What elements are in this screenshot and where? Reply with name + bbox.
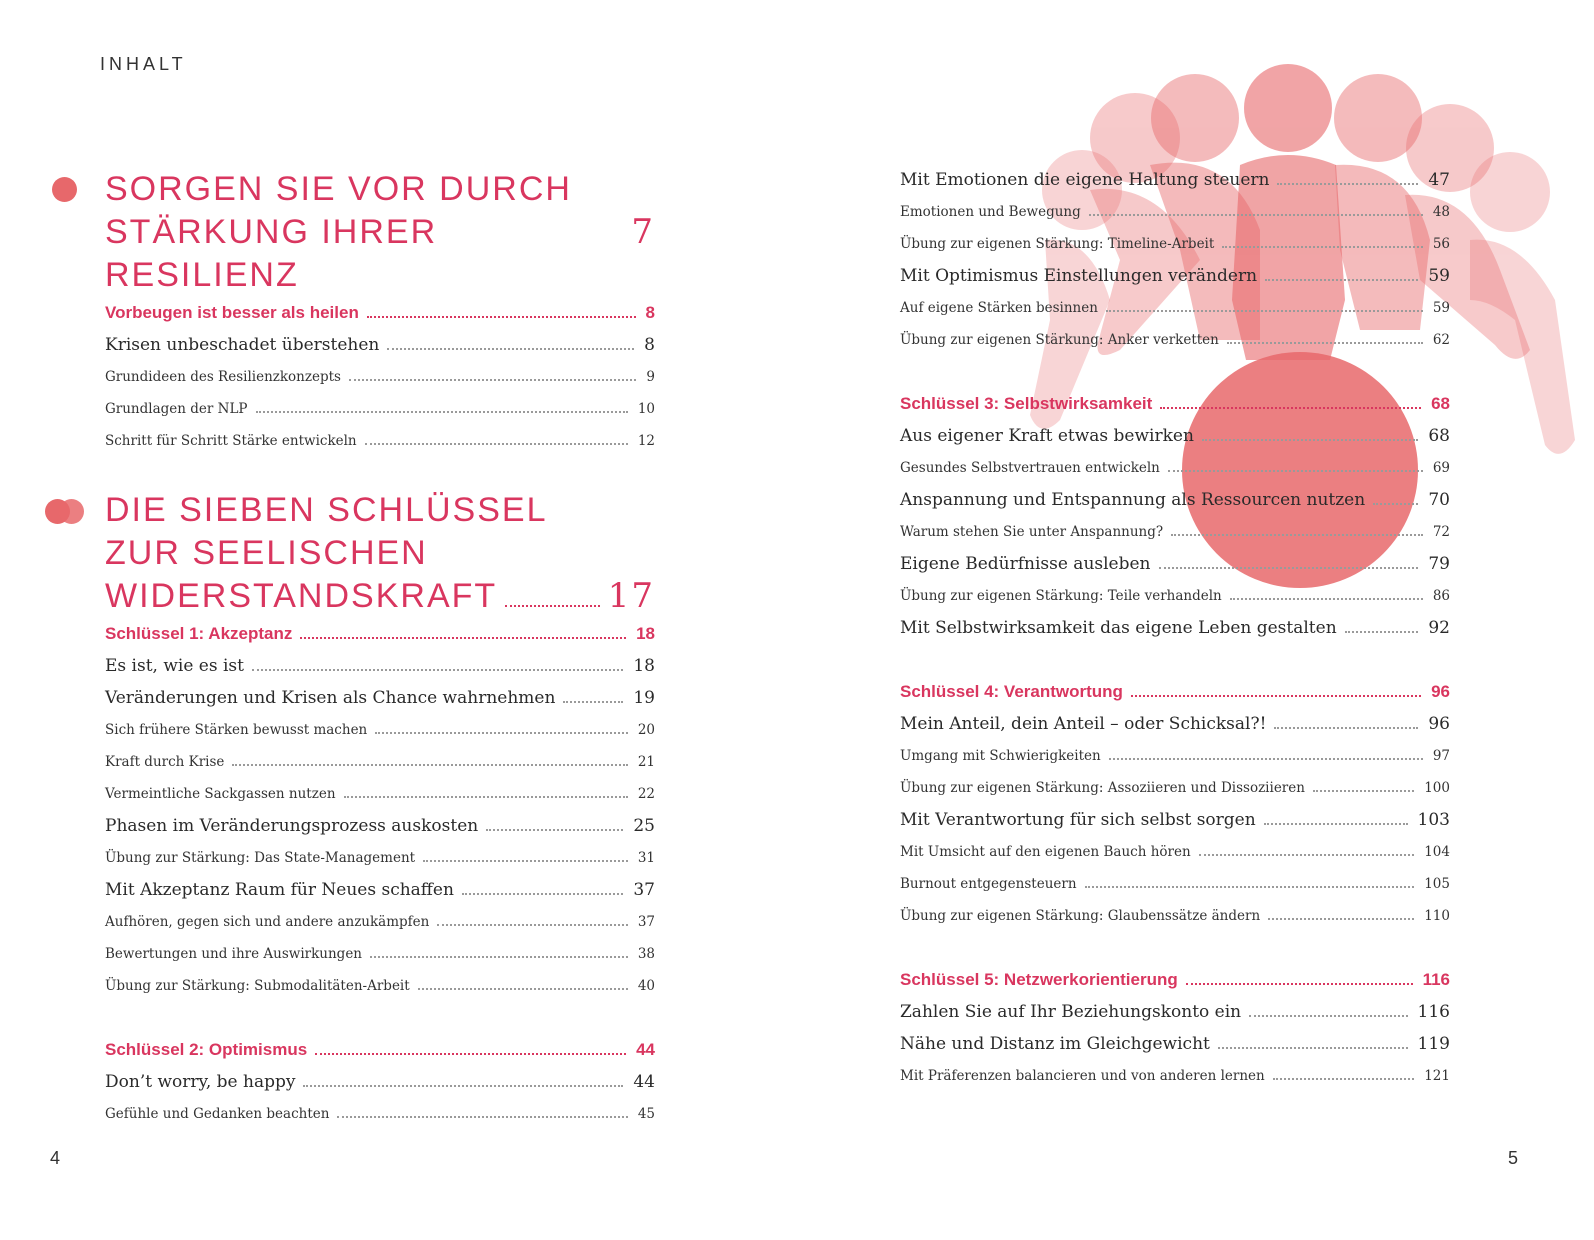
toc-entry-page: 97 xyxy=(1432,748,1450,764)
toc-entry-label: Umgang mit Schwierigkeiten xyxy=(900,748,1101,764)
toc-entry-page: 69 xyxy=(1432,460,1450,476)
toc-chapter-entry[interactable] xyxy=(900,964,1450,996)
leader-dots xyxy=(337,1116,627,1118)
toc-entry[interactable] xyxy=(105,393,655,425)
toc-entry-label: Übung zur eigenen Stärkung: Assoziieren und Dissoziieren xyxy=(900,780,1305,796)
toc-entry[interactable] xyxy=(105,874,655,906)
toc-entry[interactable] xyxy=(105,682,655,714)
toc-entry[interactable] xyxy=(900,804,1450,836)
leader-dots xyxy=(563,701,623,703)
toc-entry-label: Mit Emotionen die eigene Haltung steuern xyxy=(900,170,1270,190)
toc-entry-label: Kraft durch Krise xyxy=(105,754,225,770)
toc-entry[interactable] xyxy=(900,260,1450,292)
toc-entry-page: 37 xyxy=(633,880,655,900)
toc-entry-label: Mit Selbstwirksamkeit das eigene Leben gestalten xyxy=(900,618,1337,638)
toc-entry-page: 20 xyxy=(637,722,655,738)
toc-entry-page: 68 xyxy=(1428,426,1450,446)
toc-entry-page: 8 xyxy=(644,335,655,355)
leader-dots xyxy=(303,1085,623,1087)
toc-entry-label: Mein Anteil, dein Anteil – oder Schicksal?! xyxy=(900,714,1267,734)
toc-entry-page: 25 xyxy=(633,816,655,836)
toc-entry-page: 59 xyxy=(1432,300,1450,316)
toc-entry-page: 103 xyxy=(1417,810,1450,830)
leader-dots xyxy=(462,893,623,895)
leader-dots xyxy=(1249,1015,1407,1017)
toc-entry-label: Schritt für Schritt Stärke entwickeln xyxy=(105,433,357,449)
toc-entry[interactable] xyxy=(900,1028,1450,1060)
toc-right-column xyxy=(900,164,1450,1092)
page-number-left: 4 xyxy=(50,1148,61,1168)
leader-dots xyxy=(1268,918,1414,920)
leader-dots xyxy=(1345,631,1419,633)
leader-dots xyxy=(1085,886,1415,888)
part-title-line: WIDERSTANDSKRAFT xyxy=(105,577,498,615)
leader-dots xyxy=(1265,279,1418,281)
toc-entry[interactable] xyxy=(105,810,655,842)
part-title-last-line[interactable] xyxy=(105,211,655,297)
toc-entry-page: 121 xyxy=(1424,1068,1450,1084)
leader-dots xyxy=(1186,983,1413,985)
toc-entry-page: 38 xyxy=(637,946,655,962)
toc-entry-page: 70 xyxy=(1428,490,1450,510)
part-page-number: 7 xyxy=(631,212,655,252)
toc-entry-label: Mit Umsicht auf den eigenen Bauch hören xyxy=(900,844,1191,860)
toc-entry[interactable] xyxy=(900,516,1450,548)
toc-entry-label: Zahlen Sie auf Ihr Beziehungskonto ein xyxy=(900,1002,1242,1022)
part-title-line: DIE SIEBEN SCHLÜSSEL xyxy=(105,491,548,529)
toc-entry-label: Grundideen des Resilienzkonzepts xyxy=(105,369,341,385)
part-1 xyxy=(105,168,655,457)
section-gap xyxy=(900,644,1450,676)
toc-entry[interactable] xyxy=(900,996,1450,1028)
part-title-last-line[interactable] xyxy=(105,575,655,618)
leader-dots xyxy=(423,860,628,862)
toc-entry-label: Grundlagen der NLP xyxy=(105,401,248,417)
leader-dots xyxy=(252,669,623,671)
toc-entry-label: Schlüssel 4: Verantwortung xyxy=(900,682,1123,701)
toc-chapter-entry[interactable] xyxy=(900,676,1450,708)
leader-dots xyxy=(1274,727,1418,729)
toc-entry-label: Vorbeugen ist besser als heilen xyxy=(105,303,359,322)
toc-entry-label: Sich frühere Stärken bewusst machen xyxy=(105,722,368,738)
toc-entry[interactable] xyxy=(900,324,1450,356)
leader-dots xyxy=(387,348,634,350)
leader-dots xyxy=(232,764,627,766)
toc-entry-page: 56 xyxy=(1432,236,1450,252)
leader-dots xyxy=(365,443,628,445)
toc-entry-page: 96 xyxy=(1431,682,1450,701)
leader-dots xyxy=(505,605,600,607)
toc-entry-label: Bewertungen und ihre Auswirkungen xyxy=(105,946,363,962)
toc-entry-label: Schlüssel 2: Optimismus xyxy=(105,1040,308,1059)
toc-entry-page: 45 xyxy=(637,1106,655,1122)
toc-entry-page: 31 xyxy=(637,850,655,866)
part-2 xyxy=(105,489,655,1130)
leader-dots xyxy=(1171,534,1423,536)
leader-dots xyxy=(1089,214,1423,216)
toc-entry-page: 12 xyxy=(637,433,655,449)
toc-entry-page: 119 xyxy=(1417,1034,1450,1054)
toc-entry-label: Übung zur eigenen Stärkung: Glaubenssätze ändern xyxy=(900,908,1261,924)
leader-dots xyxy=(1131,695,1421,697)
leader-dots xyxy=(370,956,628,958)
toc-chapter-entry[interactable] xyxy=(105,297,655,329)
toc-entry-page: 79 xyxy=(1428,554,1450,574)
toc-chapter-entry[interactable] xyxy=(105,618,655,650)
leader-dots xyxy=(1159,567,1419,569)
toc-entry-page: 40 xyxy=(637,978,655,994)
toc-entry[interactable] xyxy=(900,420,1450,452)
leader-dots xyxy=(1109,758,1423,760)
toc-entry[interactable] xyxy=(900,1060,1450,1092)
leader-dots xyxy=(344,796,628,798)
leader-dots xyxy=(256,411,628,413)
toc-entry[interactable] xyxy=(900,772,1450,804)
toc-entry-page: 18 xyxy=(636,624,655,643)
toc-chapter-entry[interactable] xyxy=(900,388,1450,420)
toc-entry-label: Schlüssel 1: Akzeptanz xyxy=(105,624,293,643)
toc-entry[interactable] xyxy=(900,868,1450,900)
toc-entry-label: Übung zur Stärkung: Submodalitäten-Arbeit xyxy=(105,978,410,994)
toc-entry[interactable] xyxy=(105,714,655,746)
toc-entry-label: Übung zur eigenen Stärkung: Teile verhandeln xyxy=(900,588,1222,604)
toc-entry[interactable] xyxy=(105,746,655,778)
toc-entry-label: Gefühle und Gedanken beachten xyxy=(105,1106,330,1122)
part-page-number: 17 xyxy=(607,576,655,616)
toc-left-column xyxy=(105,168,655,1130)
leader-dots xyxy=(1373,503,1418,505)
toc-entry[interactable] xyxy=(105,842,655,874)
leader-dots xyxy=(437,924,627,926)
toc-entry-label: Warum stehen Sie unter Anspannung? xyxy=(900,524,1164,540)
toc-entry-label: Auf eigene Stärken besinnen xyxy=(900,300,1098,316)
leader-dots xyxy=(1222,246,1423,248)
toc-entry[interactable] xyxy=(105,938,655,970)
toc-entry-page: 62 xyxy=(1432,332,1450,348)
toc-entry-label: Mit Optimismus Einstellungen verändern xyxy=(900,266,1258,286)
toc-chapter-entry[interactable] xyxy=(105,1034,655,1066)
leader-dots xyxy=(315,1053,626,1055)
toc-entry-label: Eigene Bedürfnisse ausleben xyxy=(900,554,1151,574)
page-number-right: 5 xyxy=(1508,1148,1519,1168)
leader-dots xyxy=(1277,183,1418,185)
toc-entry-page: 19 xyxy=(633,688,655,708)
toc-entry-label: Emotionen und Bewegung xyxy=(900,204,1081,220)
toc-entry-page: 22 xyxy=(637,786,655,802)
toc-entry[interactable] xyxy=(105,1066,655,1098)
toc-entry-label: Mit Akzeptanz Raum für Neues schaffen xyxy=(105,880,454,900)
toc-entry-page: 116 xyxy=(1417,1002,1450,1022)
toc-entry-page: 59 xyxy=(1428,266,1450,286)
leader-dots xyxy=(1273,1078,1415,1080)
toc-entry-label: Mit Verantwortung für sich selbst sorgen xyxy=(900,810,1256,830)
toc-entry[interactable] xyxy=(105,906,655,938)
toc-entry-label: Es ist, wie es ist xyxy=(105,656,244,676)
leader-dots xyxy=(1199,854,1415,856)
toc-entry[interactable] xyxy=(900,228,1450,260)
toc-entry-page: 100 xyxy=(1424,780,1450,796)
leader-dots xyxy=(1160,407,1421,409)
toc-entry[interactable] xyxy=(900,484,1450,516)
toc-entry-page: 37 xyxy=(637,914,655,930)
toc-entry[interactable] xyxy=(105,970,655,1002)
leader-dots xyxy=(1264,823,1408,825)
toc-entry[interactable] xyxy=(105,425,655,457)
leader-dots xyxy=(1218,1047,1408,1049)
toc-entry-page: 86 xyxy=(1432,588,1450,604)
toc-entry[interactable] xyxy=(900,452,1450,484)
toc-entry-page: 96 xyxy=(1428,714,1450,734)
toc-entry[interactable] xyxy=(105,778,655,810)
toc-entry[interactable] xyxy=(900,292,1450,324)
leader-dots xyxy=(1106,310,1423,312)
leader-dots xyxy=(1168,470,1423,472)
part-bullet-icon xyxy=(52,177,77,202)
section-gap xyxy=(105,1002,655,1034)
toc-entry-page: 92 xyxy=(1428,618,1450,638)
toc-entry-label: Veränderungen und Krisen als Chance wahrnehmen xyxy=(105,688,556,708)
toc-entry-page: 8 xyxy=(645,303,655,322)
toc-entry-label: Krisen unbeschadet überstehen xyxy=(105,335,380,355)
leader-dots xyxy=(1202,439,1418,441)
toc-entry[interactable] xyxy=(900,548,1450,580)
part-bullet-icon xyxy=(59,499,84,524)
toc-entry-label: Übung zur Stärkung: Das State-Management xyxy=(105,850,416,866)
leader-dots xyxy=(1230,598,1423,600)
toc-entry-label: Phasen im Veränderungsprozess auskosten xyxy=(105,816,479,836)
toc-entry-page: 10 xyxy=(637,401,655,417)
toc-entry-label: Burnout entgegensteuern xyxy=(900,876,1077,892)
toc-entry-label: Übung zur eigenen Stärkung: Timeline-Arbeit xyxy=(900,236,1215,252)
toc-entry[interactable] xyxy=(900,164,1450,196)
toc-entry[interactable] xyxy=(900,196,1450,228)
toc-entry-page: 116 xyxy=(1422,970,1450,989)
toc-entry[interactable] xyxy=(105,1098,655,1130)
toc-entry-page: 104 xyxy=(1424,844,1450,860)
toc-entry-label: Nähe und Distanz im Gleichgewicht xyxy=(900,1034,1210,1054)
toc-entry[interactable] xyxy=(900,708,1450,740)
toc-entry[interactable] xyxy=(900,612,1450,644)
toc-entry-page: 21 xyxy=(637,754,655,770)
toc-entry[interactable] xyxy=(900,740,1450,772)
leader-dots xyxy=(375,732,628,734)
toc-entry-page: 72 xyxy=(1432,524,1450,540)
part-title-line: SORGEN SIE VOR DURCH xyxy=(105,170,572,208)
toc-entry-page: 68 xyxy=(1431,394,1450,413)
toc-entry-label: Don’t worry, be happy xyxy=(105,1072,296,1092)
toc-entry-label: Schlüssel 3: Selbstwirksamkeit xyxy=(900,394,1153,413)
toc-entry-page: 9 xyxy=(646,369,655,385)
section-header: INHALT xyxy=(100,54,187,74)
leader-dots xyxy=(418,988,628,990)
leader-dots xyxy=(300,637,626,639)
toc-entry-label: Gesundes Selbstvertrauen entwickeln xyxy=(900,460,1160,476)
section-gap xyxy=(900,932,1450,964)
leader-dots xyxy=(349,379,636,381)
toc-entry-label: Anspannung und Entspannung als Ressourcen nutzen xyxy=(900,490,1366,510)
toc-entry[interactable] xyxy=(900,836,1450,868)
leader-dots xyxy=(486,829,623,831)
toc-entry-label: Mit Präferenzen balancieren und von anderen lernen xyxy=(900,1068,1265,1084)
toc-entry-label: Übung zur eigenen Stärkung: Anker verketten xyxy=(900,332,1219,348)
toc-entry-page: 105 xyxy=(1424,876,1450,892)
part-title-line: STÄRKUNG IHRER RESILIENZ xyxy=(105,213,438,294)
toc-entry-page: 47 xyxy=(1428,170,1450,190)
toc-entry-label: Schlüssel 5: Netzwerkorientierung xyxy=(900,970,1178,989)
toc-entry-label: Vermeintliche Sackgassen nutzen xyxy=(105,786,336,802)
leader-dots xyxy=(1313,790,1414,792)
toc-entry-page: 44 xyxy=(636,1040,655,1059)
section-gap xyxy=(900,356,1450,388)
leader-dots xyxy=(367,316,636,318)
toc-entry-label: Aus eigener Kraft etwas bewirken xyxy=(900,426,1194,446)
part-title-line: ZUR SEELISCHEN xyxy=(105,534,428,572)
toc-entry[interactable] xyxy=(105,361,655,393)
toc-entry[interactable] xyxy=(900,580,1450,612)
toc-entry[interactable] xyxy=(105,650,655,682)
toc-entry[interactable] xyxy=(105,329,655,361)
toc-entry-page: 110 xyxy=(1424,908,1450,924)
toc-entry-page: 44 xyxy=(633,1072,655,1092)
toc-entry-label: Aufhören, gegen sich und andere anzukämpfen xyxy=(105,914,430,930)
leader-dots xyxy=(1227,342,1423,344)
toc-entry[interactable] xyxy=(900,900,1450,932)
toc-entry-page: 48 xyxy=(1432,204,1450,220)
toc-entry-page: 18 xyxy=(633,656,655,676)
